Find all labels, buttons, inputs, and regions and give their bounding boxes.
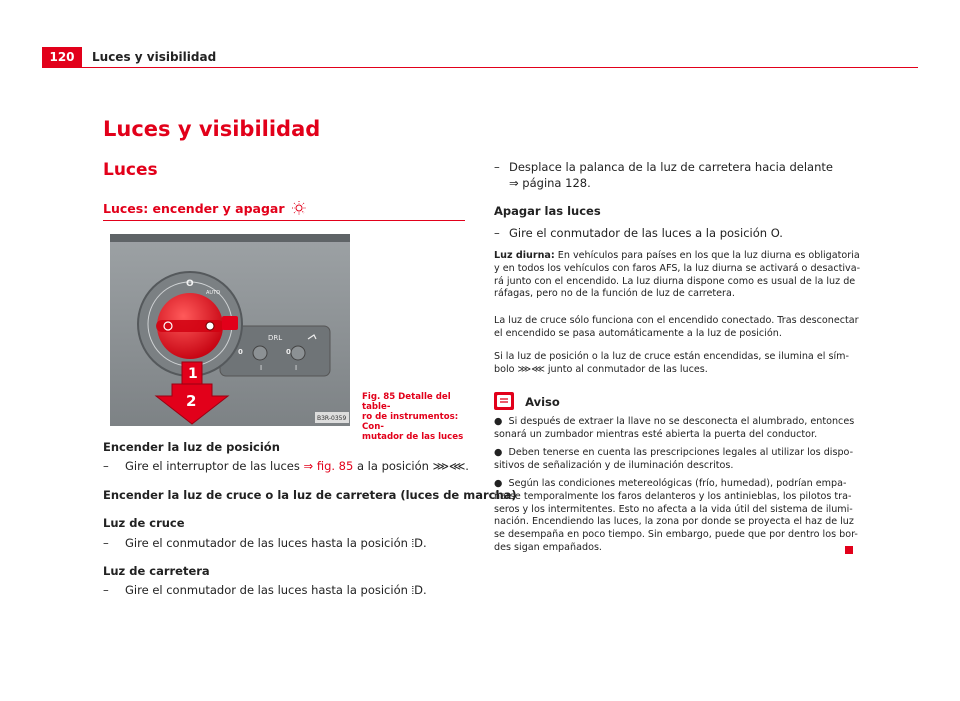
aviso-item-1: ● Si después de extraer la llave no se desconecta el alumbrado, entonces sonará un zumbador mientras esté abierta la puerta del conductor. — [494, 416, 855, 440]
cruce-heading: Luz de cruce — [103, 516, 185, 530]
running-header: Luces y visibilidad — [92, 50, 217, 64]
cruce-paragraph: La luz de cruce sólo funciona con el encendido conectado. Tras desconectar el encendido se pasa automáticamente a la luz de posición. — [494, 315, 859, 339]
aviso-heading — [494, 391, 560, 410]
subsection-divider — [103, 220, 465, 221]
off-heading: Apagar las luces — [494, 204, 601, 218]
page-number: 120 — [42, 47, 82, 67]
light-icon — [292, 201, 306, 215]
drl-label: DRL — [268, 334, 283, 342]
off-step: – Gire el conmutador de las luces a la posición O. — [494, 226, 783, 240]
fog-knob-left — [253, 346, 267, 360]
auto-label: AUTO — [206, 290, 221, 296]
one-right-label: I — [295, 364, 298, 372]
drl-label-text: Luz diurna: — [494, 250, 555, 261]
note-icon — [494, 392, 514, 410]
off-label: O — [186, 279, 194, 289]
image-code: B3R-0359 — [317, 415, 347, 422]
indicator-paragraph: Si la luz de posición o la luz de cruce están encendidas, se ilumina el sím- bolo ⋙⋘ junto al conmutador de las luces. — [494, 351, 849, 375]
aviso-item-2: ● Deben tenerse en cuenta las prescripciones legales al utilizar los dispo- sitivos de señalización y de iluminación descritos. — [494, 447, 854, 471]
one-left-label: I — [260, 364, 263, 372]
page-title: Luces y visibilidad — [103, 117, 321, 141]
march-heading: Encender la luz de cruce o la luz de carretera (luces de marcha) — [103, 488, 517, 502]
page-128-link[interactable]: ⇒ página 128. — [509, 176, 591, 190]
step-2-label: 2 — [186, 392, 197, 410]
figure-caption: Fig. 85 Detalle del table- ro de instrumentos: Con- mutador de las luces — [362, 392, 464, 442]
zero-right-label: 0 — [286, 348, 291, 356]
fig-85-link[interactable]: ⇒ fig. 85 — [303, 459, 354, 473]
carretera-heading: Luz de carretera — [103, 564, 210, 578]
carretera-step: – Gire el conmutador de las luces hasta la posición ⦙D. — [103, 583, 427, 597]
bullet-icon: ● — [494, 478, 503, 489]
knob-dot — [206, 322, 214, 330]
header-divider — [42, 67, 918, 68]
light-switch-figure — [110, 234, 350, 426]
section-end-mark — [845, 546, 853, 554]
section-title: Luces — [103, 160, 158, 180]
aviso-item-3: ● Según las condiciones metereológicas (frío, humedad), podrían empa- ñarse temporalmente los faros delanteros y los antinieblas, los pilotos tra- seros y los intermitentes. Esto no afecta a la vida útil del sistema de ilumi- nación. Encendiendo las luces, la zona por donde se proyecta el haz de luz se desempaña en poco tiempo. Sin embargo, puede que por dentro los bor- des sigan empañados. — [494, 478, 858, 553]
position-heading: Encender la luz de posición — [103, 440, 280, 454]
bullet-icon: ● — [494, 416, 503, 427]
cruce-step: – Gire el conmutador de las luces hasta la posición ⦙D. — [103, 536, 427, 550]
zero-left-label: 0 — [238, 348, 243, 356]
position-step: – Gire el interruptor de las luces ⇒ fig. 85 a la posición ⋙⋘. — [103, 459, 469, 473]
aviso-label: Aviso — [525, 395, 560, 409]
bullet-icon: ● — [494, 447, 503, 458]
dash: – — [103, 459, 109, 473]
lever-step: – Desplace la palanca de la luz de carretera hacia delante ⇒ página 128. — [494, 160, 833, 190]
drl-paragraph: Luz diurna: En vehículos para países en los que la luz diurna es obligatoria y en todos los vehículos con faros AFS, la luz diurna se activará o desactiva- rá junto con el encendido. La luz diurna dispone como es usual de la luz de ráfagas, pero no de la función de luz de carretera. — [494, 250, 861, 300]
step-1-label: 1 — [188, 366, 198, 382]
fog-knob-right — [291, 346, 305, 360]
subsection-label: Luces: encender y apagar — [103, 201, 285, 216]
subsection-title — [103, 201, 306, 216]
